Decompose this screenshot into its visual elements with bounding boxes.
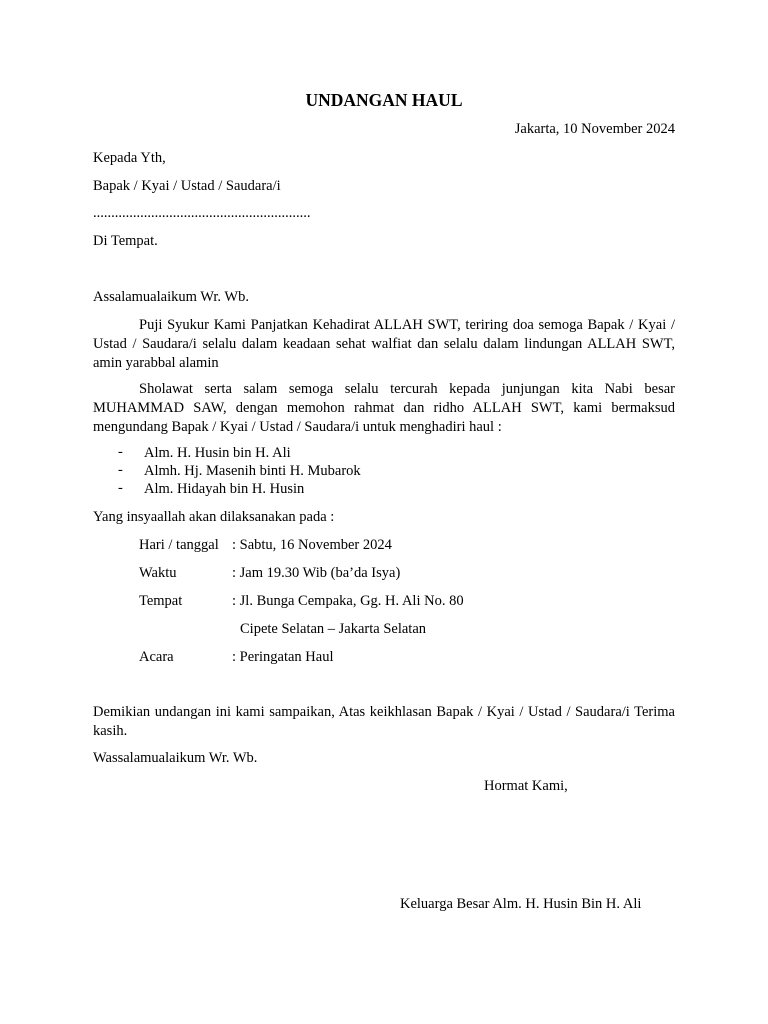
place-value-continued: Cipete Selatan – Jakarta Selatan	[240, 621, 427, 637]
deceased-item: Alm. Hidayah bin H. Husin	[144, 481, 305, 497]
recipient-addressee: Bapak / Kyai / Ustad / Saudara/i	[93, 178, 281, 194]
event-label: Acara	[139, 649, 174, 665]
paragraph-gratitude	[93, 316, 675, 373]
paragraph-gratitude-text: Puji Syukur Kami Panjatkan Kehadirat ALLAH SWT, teriring doa semoga Bapak / Kyai / Ustad / Saudara/i selalu dalam keadaan sehat walfiat dan selalu dalam lindungan ALLAH SWT, amin yarabbal alamin	[93, 317, 675, 371]
place-label: Tempat	[139, 593, 183, 609]
bullet-marker: -	[118, 444, 123, 460]
deceased-item: Almh. Hj. Masenih binti H. Mubarok	[144, 463, 361, 479]
schedule-intro: Yang insyaallah akan dilaksanakan pada :	[93, 509, 335, 525]
opening-greeting: Assalamualaikum Wr. Wb.	[93, 289, 249, 305]
deceased-item: Alm. H. Husin bin H. Ali	[144, 445, 291, 461]
bullet-marker: -	[118, 480, 123, 496]
regards: Hormat Kami,	[484, 778, 568, 794]
time-label: Waktu	[139, 565, 177, 581]
paragraph-invitation	[93, 380, 675, 437]
bullet-marker: -	[118, 462, 123, 478]
paragraph-invitation-text: Sholawat serta salam semoga selalu tercurah kepada junjungan kita Nabi besar MUHAMMAD SAW, dengan memohon rahmat dan ridho ALLAH SWT, kami bermaksud mengundang Bapak / Kyai / Ustad / Saudara/i untuk menghadiri haul :	[93, 381, 675, 435]
recipient-salutation: Kepada Yth,	[93, 150, 166, 166]
letter-title: UNDANGAN HAUL	[305, 90, 463, 110]
place-value: : Jl. Bunga Cempaka, Gg. H. Ali No. 80	[232, 593, 464, 609]
place-date: Jakarta, 10 November 2024	[514, 121, 675, 137]
closing-greeting: Wassalamualaikum Wr. Wb.	[93, 750, 258, 766]
closing-paragraph: Demikian undangan ini kami sampaikan, Atas keikhlasan Bapak / Kyai / Ustad / Saudara/i Terima kasih.	[93, 704, 675, 739]
time-value: : Jam 19.30 Wib (ba’da Isya)	[232, 565, 401, 581]
day-date-value: : Sabtu, 16 November 2024	[232, 537, 392, 553]
recipient-location: Di Tempat.	[93, 233, 158, 249]
day-date-label: Hari / tanggal	[139, 537, 219, 553]
recipient-name-blank: ............................................................	[93, 205, 311, 221]
signatory: Keluarga Besar Alm. H. Husin Bin H. Ali	[400, 896, 642, 912]
event-value: : Peringatan Haul	[232, 649, 334, 665]
